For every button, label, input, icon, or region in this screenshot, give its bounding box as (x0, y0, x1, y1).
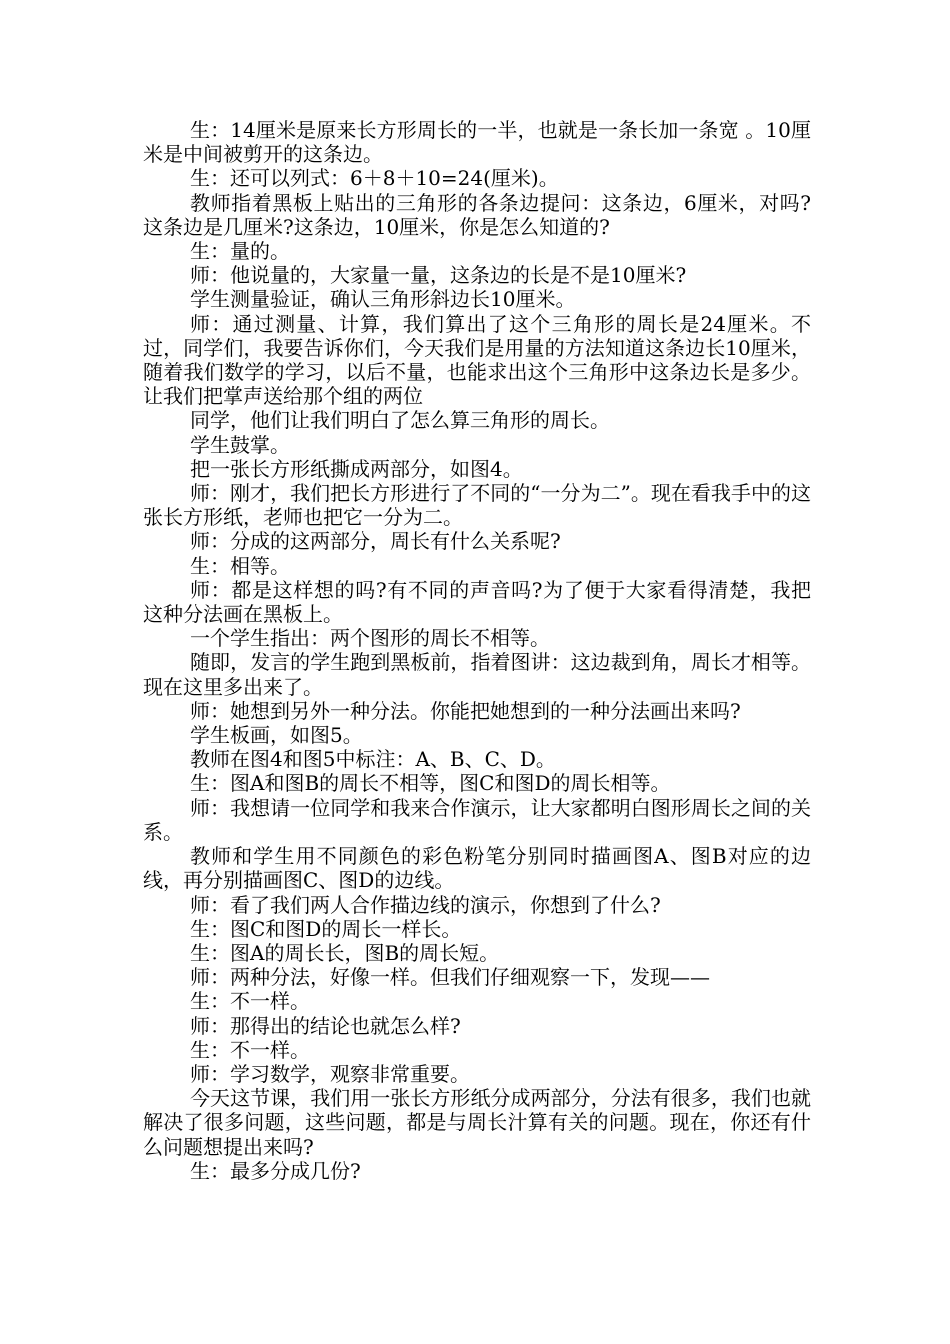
paragraph: 把一张长方形纸撕成两部分，如图4。 (190, 456, 523, 481)
paragraph: 学生鼓掌。 (190, 432, 290, 457)
paragraph: 一个学生指出：两个图形的周长不相等。 (190, 626, 550, 651)
paragraph: 师：刚才，我们把长方形进行了不同的“一分为二”。现在看我手中的这张长方形纸，老师也把它一分为二。 (143, 481, 811, 530)
paragraph: 生：图A和图B的周长不相等，图C和图D的周长相等。 (190, 771, 671, 796)
paragraph: 教师指着黑板上贴出的三角形的各条边提问：这条边，6厘米，对吗?这条边是几厘米?这条边，10厘米，你是怎么知道的? (143, 190, 811, 239)
paragraph: 生：14厘米是原来长方形周长的一半，也就是一条长加一条宽 。10厘米是中间被剪开的这条边。 (143, 118, 811, 167)
paragraph: 今天这节课，我们用一张长方形纸分成两部分，分法有很多，我们也就解决了很多问题，这些问题，都是与周长汁算有关的问题。现在，你还有什么问题想提出来吗? (143, 1086, 811, 1159)
paragraph: 生：最多分成几份? (190, 1158, 361, 1183)
paragraph: 学生板画，如图5。 (190, 723, 363, 748)
paragraph: 生：图A的周长长，图B的周长短。 (190, 940, 500, 965)
paragraph: 生：不一样。 (190, 1037, 310, 1062)
paragraph: 生：不一样。 (190, 989, 310, 1014)
paragraph: 教师在图4和图5中标注：A、B、C、D。 (190, 747, 556, 772)
paragraph: 师：那得出的结论也就怎么样? (190, 1013, 461, 1038)
paragraph: 师：两种分法，好像一样。但我们仔细观察一下，发现—— (190, 965, 710, 990)
paragraph: 同学，他们让我们明白了怎么算三角形的周长。 (190, 408, 610, 433)
paragraph: 师：我想请一位同学和我来合作演示，让大家都明白图形周长之间的关系。 (143, 795, 811, 844)
paragraph: 师：通过测量、计算，我们算出了这个三角形的周长是24厘米。不过，同学们，我要告诉你们，今天我们是用量的方法知道这条边长10厘米，随着我们数学的学习，以后不量，也能求出这个三角形中这条边长是多少。让我们把掌声送给那个组的两位 (143, 311, 811, 409)
paragraph: 生：量的。 (190, 239, 290, 264)
paragraph: 教师和学生用不同颜色的彩色粉笔分别同时描画图A、图B对应的边线，再分别描画图C、图D的边线。 (143, 844, 811, 893)
paragraph: 生：还可以列式：6＋8＋10=24(厘米)。 (190, 166, 559, 191)
paragraph: 师：她想到另外一种分法。你能把她想到的一种分法画出来吗? (190, 698, 741, 723)
paragraph: 师：看了我们两人合作描边线的演示，你想到了什么? (190, 892, 661, 917)
paragraph: 随即，发言的学生跑到黑板前，指着图讲：这边裁到角，周长才相等。现在这里多出来了。 (143, 650, 811, 699)
document-body (143, 118, 811, 1183)
paragraph: 生：图C和图D的周长一样长。 (190, 916, 462, 941)
paragraph: 师：学习数学，观察非常重要。 (190, 1061, 470, 1086)
paragraph: 师：分成的这两部分，周长有什么关系呢? (190, 529, 561, 554)
paragraph: 生：相等。 (190, 553, 290, 578)
paragraph: 师：都是这样想的吗?有不同的声音吗?为了便于大家看得清楚，我把这种分法画在黑板上。 (143, 577, 811, 627)
paragraph: 师：他说量的，大家量一量，这条边的长是不是10厘米? (190, 263, 687, 288)
paragraph: 学生测量验证，确认三角形斜边长10厘米。 (190, 287, 576, 312)
